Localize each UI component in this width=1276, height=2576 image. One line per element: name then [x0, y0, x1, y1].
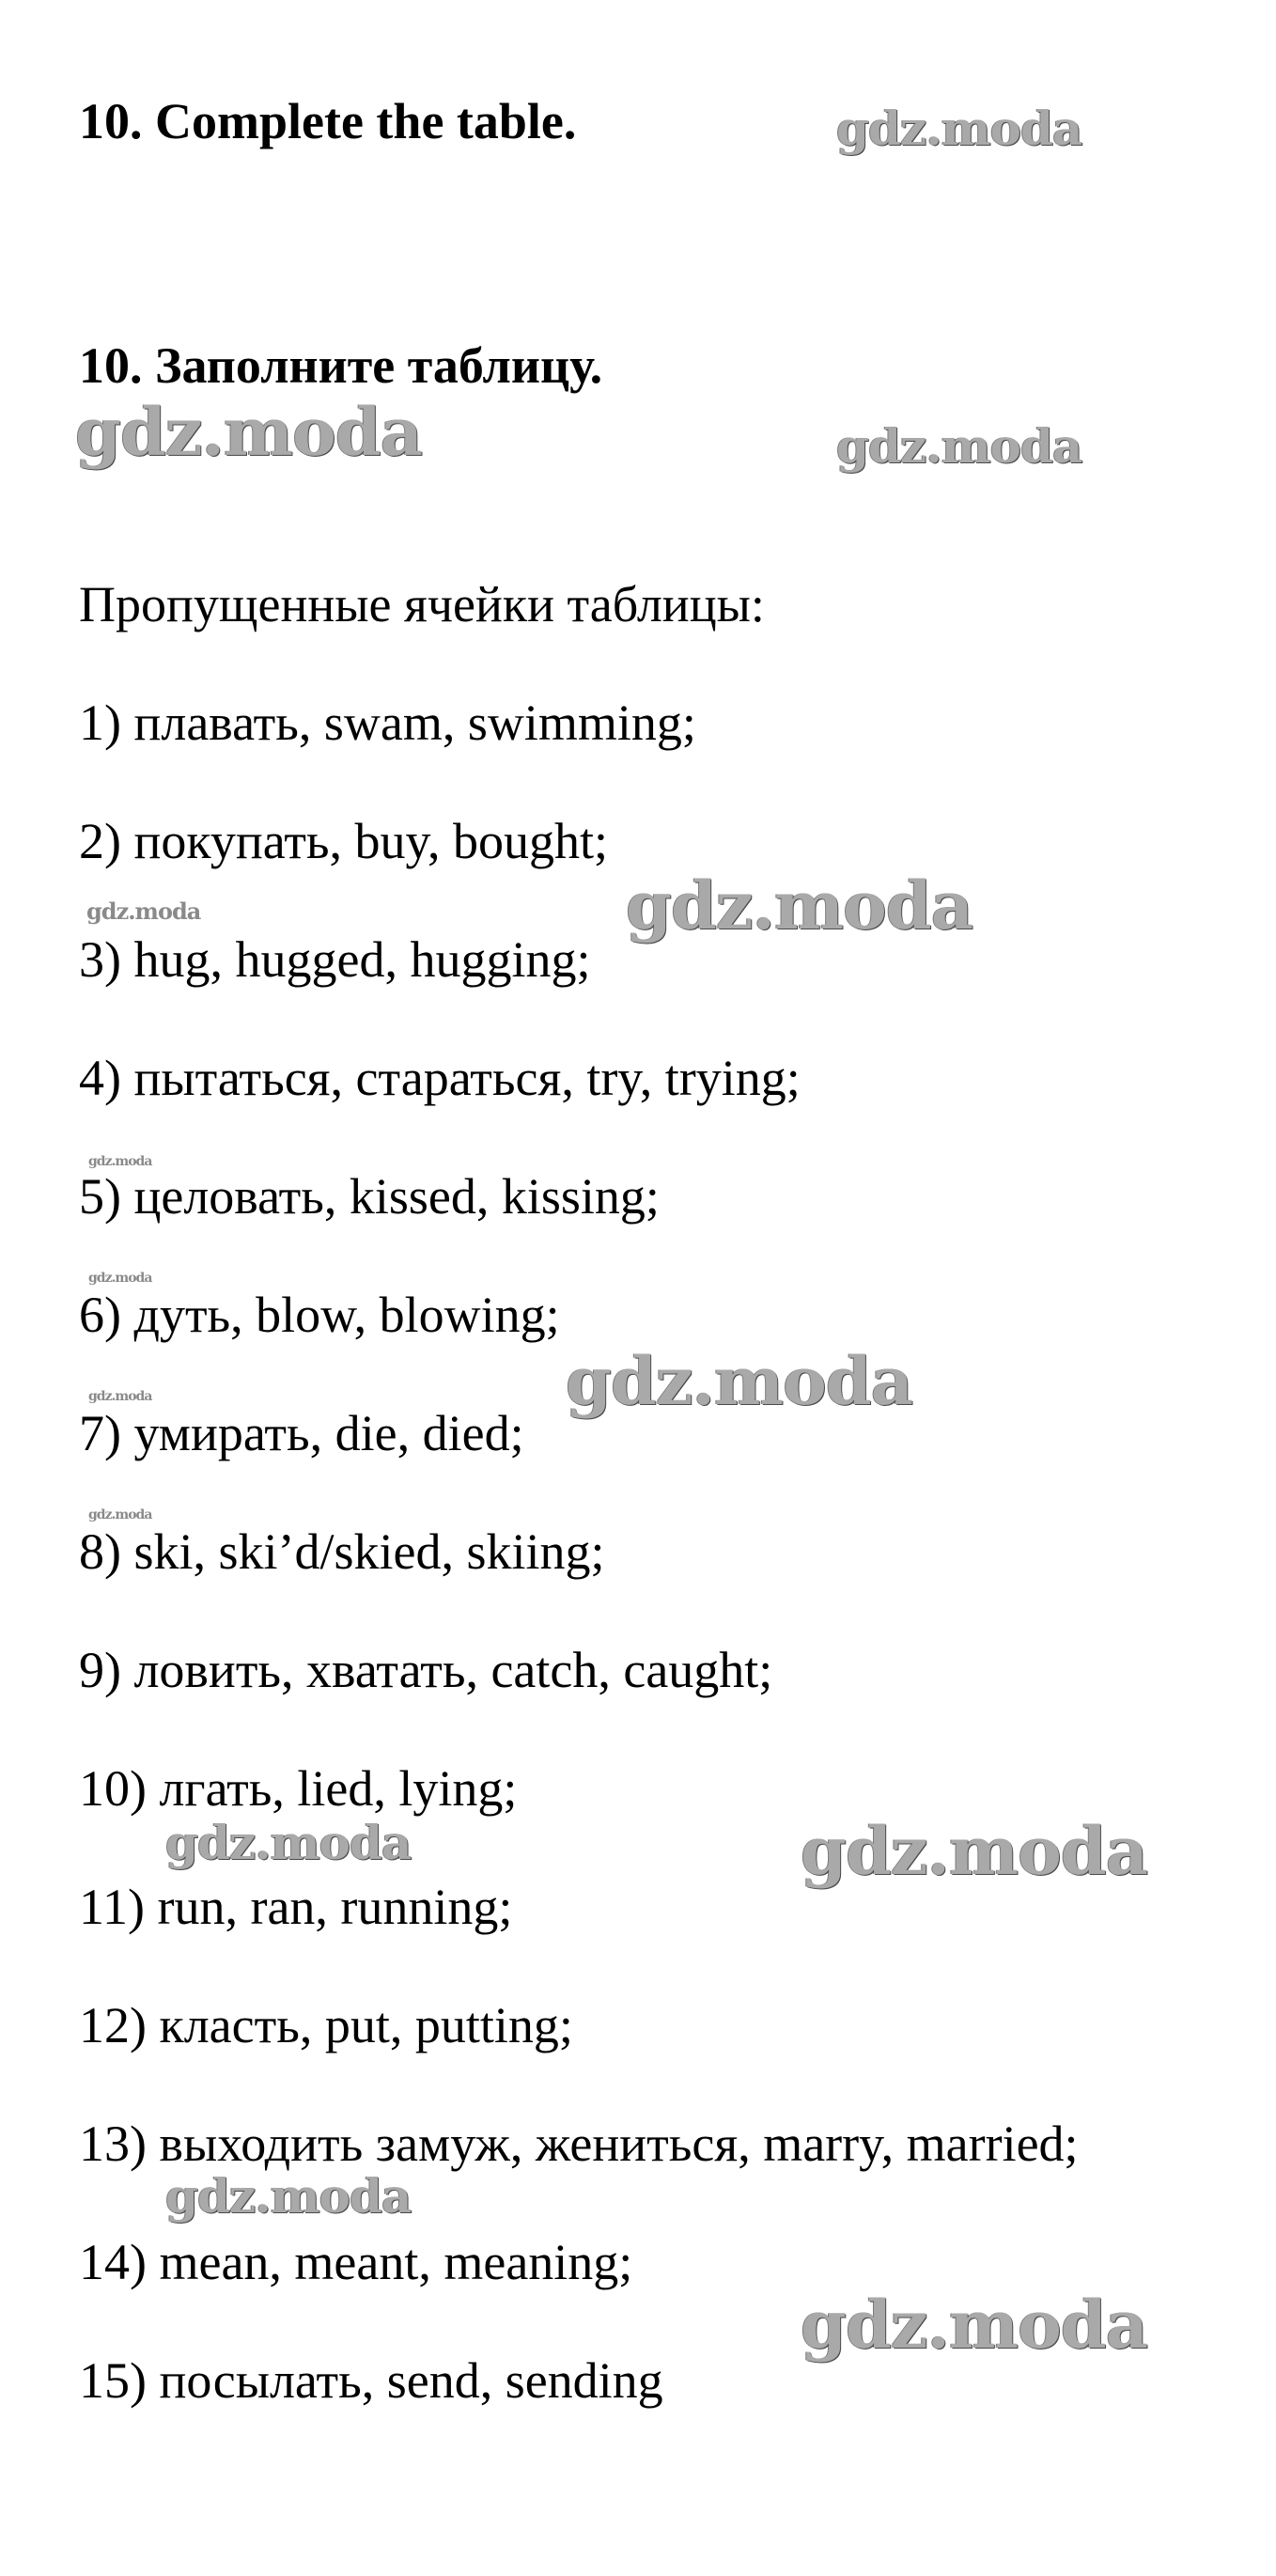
answer-line-11: 11) run, ran, running;	[79, 1879, 513, 1935]
answer-line-12: 12) класть, put, putting;	[79, 1997, 573, 2053]
watermark: gdz.moda	[801, 2286, 1148, 2364]
watermark: gdz.moda	[88, 1507, 152, 1522]
watermark: gdz.moda	[86, 898, 201, 925]
answer-line-6: 6) дуть, blow, blowing;	[79, 1287, 560, 1343]
answer-line-1: 1) плавать, swam, swimming;	[79, 695, 696, 751]
watermark: gdz.moda	[836, 418, 1082, 474]
watermark: gdz.moda	[566, 1342, 913, 1420]
answer-line-9: 9) ловить, хватать, catch, caught;	[79, 1642, 773, 1698]
answer-line-15: 15) посылать, send, sending	[79, 2352, 663, 2409]
answer-line-14: 14) mean, meant, meaning;	[79, 2234, 633, 2290]
watermark: gdz.moda	[165, 1815, 412, 1870]
answer-line-13: 13) выходить замуж, жениться, marry, married;	[79, 2115, 1079, 2172]
watermark: gdz.moda	[165, 2168, 412, 2224]
intro-text: Пропущенные ячейки таблицы:	[79, 576, 765, 632]
watermark: gdz.moda	[626, 866, 973, 945]
watermark: gdz.moda	[88, 1154, 152, 1169]
answer-line-8: 8) ski, ski’d/skied, skiing;	[79, 1523, 605, 1580]
answer-line-3: 3) hug, hugged, hugging;	[79, 931, 591, 988]
watermark: gdz.moda	[88, 1389, 152, 1404]
answer-line-7: 7) умирать, die, died;	[79, 1405, 524, 1461]
answer-line-10: 10) лгать, lied, lying;	[79, 1760, 518, 1817]
title-english: 10. Complete the table.	[79, 93, 577, 149]
answer-line-2: 2) покупать, buy, bought;	[79, 813, 609, 869]
watermark: gdz.moda	[88, 1271, 152, 1286]
watermark: gdz.moda	[801, 1812, 1148, 1890]
answer-line-4: 4) пытаться, стараться, try, trying;	[79, 1050, 801, 1106]
watermark: gdz.moda	[75, 393, 423, 471]
answer-line-5: 5) целовать, kissed, kissing;	[79, 1168, 660, 1225]
title-russian: 10. Заполните таблицу.	[79, 337, 603, 394]
watermark: gdz.moda	[836, 101, 1082, 156]
